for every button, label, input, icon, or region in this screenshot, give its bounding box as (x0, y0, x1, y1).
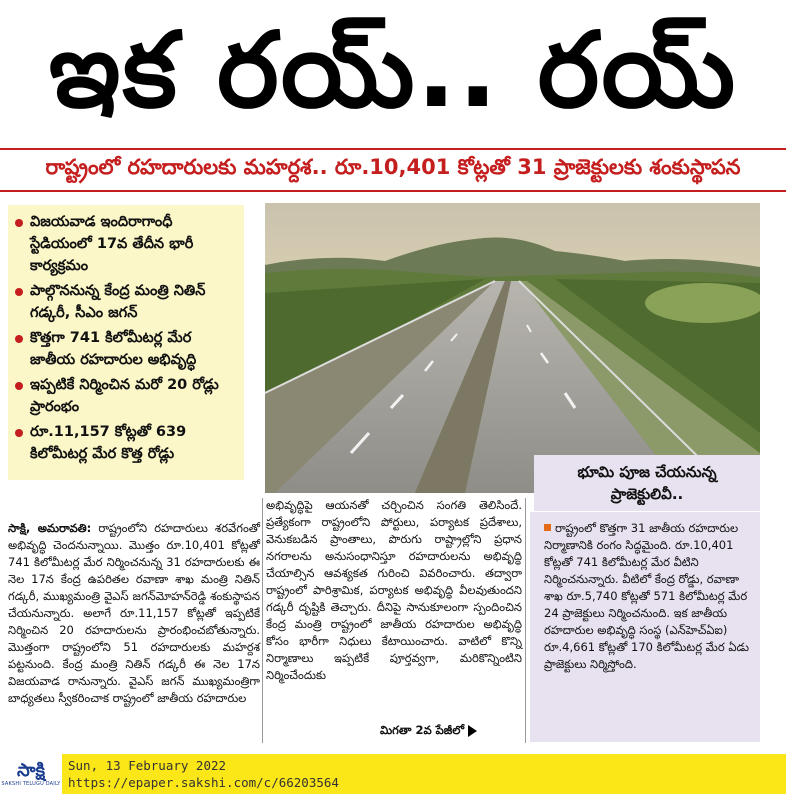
highlight-item: ఇప్పటికే నిర్మించిన మరో 20 రోడ్లు ప్రారంభం (12, 374, 236, 418)
highlight-item: పాల్గొననున్న కేంద్ర మంత్రి నితిన్ గడ్కరీ, సీఎం జగన్ (12, 280, 236, 324)
projects-sidebox (530, 512, 760, 742)
highlights-box (8, 205, 244, 480)
logo-mark: సాక్షి (17, 760, 45, 781)
bullet-square-icon (544, 524, 551, 531)
logo-subtitle: SAKSHI TELUGU DAILY (1, 781, 61, 787)
photo-caption: భూమి పూజ చేయనున్న ప్రాజెక్టులివీ.. (534, 455, 760, 511)
sidebox-text: రాష్ట్రంలో కొత్తగా 31 జాతీయ రహదారుల నిర్మాణానికి రంగం సిద్ధమైంది. రూ.10,401 కోట్లతో 741 కిలోమీటర్ల మేర వీటిని నిర్మించనున్నారు. వీటిలో కేంద్ర రోడ్డు, రవాణా శాఖ రూ.5,740 కోట్లతో 571 కిలోమీటర్ల మేర 24 ప్రాజెక్టులు నిర్మించనుంది. ఇక జాతీయ రహదారుల అభివృద్ధి సంస్థ (ఎన్‌హెచ్‌ఏఐ) రూ.4,661 కోట్లతో 170 కిలోమీటర్ల మేర ఏడు ప్రాజెక్టులు నిర్మిస్తోంది. (544, 521, 749, 671)
footer-info (68, 757, 339, 791)
highway-photo (265, 203, 760, 493)
column-divider (525, 498, 526, 743)
article-column-2: అభివృద్ధిపై ఆయనతో చర్చించిన సంగతి తెలిసిందే. ప్రత్యేకంగా రాష్ట్రంలోని పోర్టులు, పర్యాటక ప్రదేశాలు, వెనుకబడిన ప్రాంతాలు, పొరుగు రాష్ట్రాల్లోని ప్రధాన నగరాలను అనుసంధానిస్తూ రహదారులను అభివృద్ధి చేయాల్సిన ఆవశ్యకత గురించి వివరించారు. తద్వారా రాష్ట్రంలో పారిశ్రామిక, పర్యాటక అభివృద్ధి వీలవుతుందని గడ్కరీ దృష్టికి తెచ్చారు. దీనిపై సానుకూలంగా స్పందించిన కేంద్ర మంత్రి రాష్ట్రంలో జాతీయ రహదారుల అభివృద్ధి కోసం భారీగా నిధులు కేటాయించారు. వాటిలో కొన్ని నిర్మాణాలు ఇప్పటికే పూర్తవ్వగా, మరికొన్నింటిని నిర్మించేందుకు (266, 498, 522, 682)
sakshi-logo (0, 754, 62, 794)
footer-bar (0, 754, 786, 794)
continued-note (380, 722, 520, 740)
arrow-right-icon (468, 725, 477, 737)
highway-illustration (265, 203, 760, 493)
highlight-item: రూ.11,157 కోట్లతో 639 కిలోమీటర్ల మేర కొత్త రోడ్లు (12, 421, 236, 465)
subheadline: రాష్ట్రంలో రహదారులకు మహర్దశ.. రూ.10,401 కోట్లతో 31 ప్రాజెక్టులకు శంకుస్థాపన (0, 148, 786, 192)
article-column-1 (8, 520, 260, 745)
edition-date: Sun, 13 February 2022 (68, 758, 227, 773)
headline: ఇక రయ్.. రయ్ (48, 9, 738, 131)
highlight-item: విజయవాడ ఇందిరాగాంధీ స్టేడియంలో 17వ తేదీన భారీ కార్యక్రమం (12, 211, 236, 277)
epaper-link[interactable]: https://epaper.sakshi.com/c/66203564 (68, 775, 339, 790)
continued-text: మిగతా 2వ పేజీలో (380, 722, 465, 737)
column-divider (262, 498, 263, 743)
dateline: సాక్షి, అమరావతి: (8, 521, 92, 535)
highlight-item: కొత్తగా 741 కిలోమీటర్ల మేర జాతీయ రహదారుల అభివృద్ధి (12, 327, 236, 371)
article-text: రాష్ట్రంలోని రహదారులు శరవేగంతో అభివృద్ధి చెందనున్నాయి. మొత్తం రూ.10,401 కోట్లతో 741 కిలోమీటర్ల మేర నిర్మించనున్న 31 రహదారులకు ఈ నెల 17న కేంద్ర ఉపరితల రవాణా శాఖ మంత్రి నితిన్ గడ్కరీ, ముఖ్యమంత్రి వైఎస్ జగన్‌మోహన్‌రెడ్డి శంకుస్థాపన చేయనున్నారు. అలాగే రూ.11,157 కోట్లతో ఇప్పటికే నిర్మించిన 20 రహదారులను ప్రారంభించబోతున్నారు. మొత్తంగా రాష్ట్రంలోని 51 రహదారులకు మహర్దశ పట్టనుంది. కేంద్ర మంత్రి నితిన్ గడ్కరీ ఈ నెల 17న విజయవాడ రానున్నారు. వైఎస్ జగన్ ముఖ్యమంత్రిగా బాధ్యతలు స్వీకరించాక రాష్ట్రంలో జాతీయ రహదారుల (8, 521, 260, 705)
